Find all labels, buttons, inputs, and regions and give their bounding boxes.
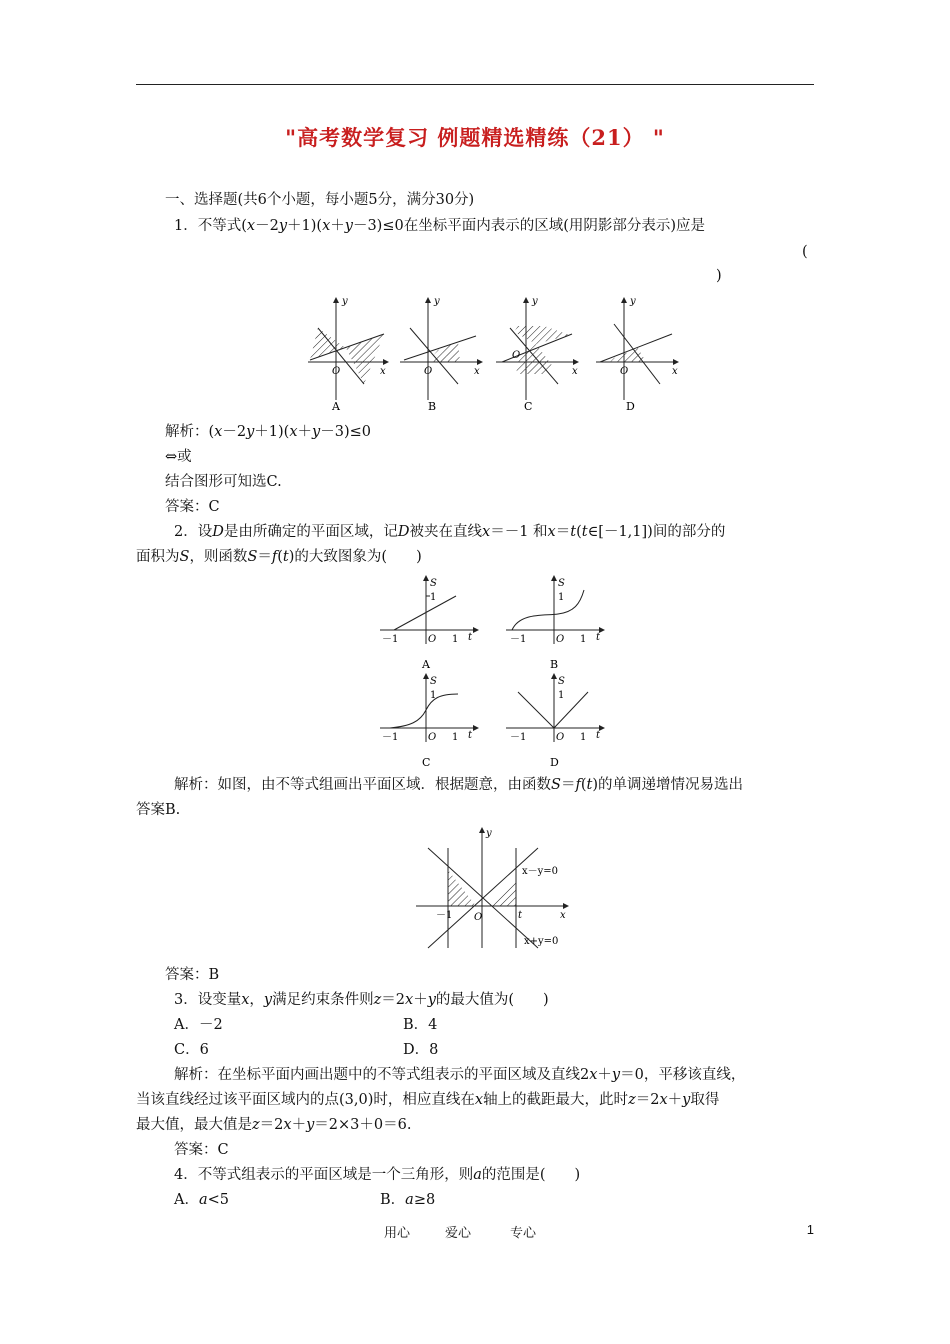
q1-stem: 1．不等式(x－2y＋1)(x＋y－3)≤0在坐标平面内表示的区域(用阴影部分表示)应是 <box>174 218 706 234</box>
svg-text:O: O <box>474 912 483 923</box>
svg-text:x－y=0: x－y=0 <box>522 866 559 877</box>
svg-text:O: O <box>428 634 437 645</box>
q2-fig-b <box>506 576 604 671</box>
svg-text:S: S <box>430 676 437 687</box>
svg-text:1: 1 <box>452 634 459 645</box>
q2-fig-label: C <box>422 756 431 769</box>
q3-stem: 3．设变量x，y满足约束条件则z＝2x＋y的最大值为( ) <box>174 992 549 1008</box>
q1-equiv: ⇔或 <box>165 449 192 465</box>
q3-analysis-line3: 最大值，最大值是z＝2x＋y＝2×3＋0＝6. <box>136 1117 412 1133</box>
svg-text:1: 1 <box>558 592 565 603</box>
q1-fig-label: D <box>626 400 635 413</box>
q4-option-b: B．a≥8 <box>380 1192 436 1208</box>
q2-analysis-line1: 解析：如图，由不等式组画出平面区域．根据题意，由函数S＝f(t)的单调递增情况易选出 <box>174 777 743 793</box>
svg-text:1: 1 <box>452 732 459 743</box>
svg-text:O: O <box>332 366 341 377</box>
svg-text:1: 1 <box>430 592 437 603</box>
svg-text:x: x <box>572 366 578 377</box>
q2-fig-label: B <box>550 658 559 671</box>
q1-figures <box>300 290 690 418</box>
footer-text-1: 用心 <box>384 1226 411 1241</box>
q1-answer: 答案：C <box>165 499 220 515</box>
q1-fig-a <box>308 296 388 413</box>
svg-text:t: t <box>596 730 601 741</box>
q4-option-a: A．a<5 <box>174 1192 230 1208</box>
q3-analysis-line2: 当该直线经过该平面区域内的点(3,0)时，相应直线在x轴上的截距最大，此时z＝2x＋y取得 <box>136 1092 720 1108</box>
footer-text-2: 爱心 <box>445 1226 472 1241</box>
q1-conclusion: 结合图形可知选C. <box>165 474 282 490</box>
header-rule <box>136 84 814 85</box>
svg-text:y: y <box>486 828 492 839</box>
svg-text:O: O <box>620 366 629 377</box>
q2-figures <box>370 572 610 772</box>
svg-text:t: t <box>596 632 601 643</box>
svg-text:y: y <box>434 296 440 307</box>
svg-text:－1: －1 <box>510 732 527 743</box>
svg-text:1: 1 <box>580 634 587 645</box>
svg-text:x: x <box>474 366 480 377</box>
svg-text:1: 1 <box>430 690 437 701</box>
page-number: 1 <box>806 1222 814 1237</box>
svg-text:x: x <box>672 366 678 377</box>
q2-fig-a <box>380 576 478 671</box>
q3-option-c: C．6 <box>174 1042 209 1058</box>
q1-analysis: 解析：(x－2y＋1)(x＋y－3)≤0 <box>165 424 371 440</box>
q1-fig-label: A <box>332 400 340 413</box>
svg-text:t: t <box>468 730 473 741</box>
section-header: 一、选择题(共6个小题，每小题5分，满分30分) <box>165 192 475 208</box>
q1-fig-d <box>596 296 678 413</box>
svg-text:－1: －1 <box>436 910 453 921</box>
q2-analysis-line2: 答案B. <box>136 802 181 818</box>
q3-option-b: B．4 <box>403 1017 438 1033</box>
svg-text:x+y=0: x+y=0 <box>524 936 559 947</box>
q1-fig-c <box>496 296 578 413</box>
svg-text:1: 1 <box>580 732 587 743</box>
svg-text:O: O <box>556 634 565 645</box>
svg-text:－1: －1 <box>510 634 527 645</box>
q3-answer: 答案：C <box>174 1142 229 1158</box>
svg-text:t: t <box>518 910 523 921</box>
q1-fig-label: B <box>428 400 437 413</box>
svg-text:O: O <box>424 366 433 377</box>
svg-text:y: y <box>532 296 538 307</box>
q1-paren-open: ( <box>802 244 808 260</box>
svg-text:x: x <box>380 366 386 377</box>
svg-text:y: y <box>630 296 636 307</box>
q1-paren-close: ) <box>716 268 722 284</box>
svg-text:S: S <box>558 578 565 589</box>
svg-text:x: x <box>560 910 566 921</box>
svg-text:O: O <box>556 732 565 743</box>
q1-fig-label: C <box>524 400 533 413</box>
svg-text:O: O <box>428 732 437 743</box>
svg-text:－1: －1 <box>382 634 399 645</box>
q2-stem-line1: 2．设D是由所确定的平面区域，记D被夹在直线x＝－1 和x＝t(t∈[－1,1])间的部分的 <box>174 524 726 540</box>
page-title: "高考数学复习 例题精选精练（21） " <box>285 125 665 150</box>
svg-text:O: O <box>512 350 521 361</box>
q3-option-d: D．8 <box>403 1042 439 1058</box>
q2-fig-label: A <box>422 658 430 671</box>
svg-text:S: S <box>558 676 565 687</box>
svg-text:y: y <box>342 296 348 307</box>
svg-text:S: S <box>430 578 437 589</box>
svg-text:－1: －1 <box>382 732 399 743</box>
q2-answer: 答案：B <box>165 967 220 983</box>
q2-fig-c <box>380 674 478 769</box>
q2-region-diagram <box>412 824 572 952</box>
q2-fig-label: D <box>550 756 559 769</box>
q2-fig-d <box>506 674 604 769</box>
footer-text-3: 专心 <box>510 1226 537 1241</box>
svg-text:t: t <box>468 632 473 643</box>
q2-stem-line2: 面积为S，则函数S＝f(t)的大致图象为( ) <box>136 549 422 565</box>
q3-analysis-line1: 解析：在坐标平面内画出题中的不等式组表示的平面区域及直线2x＋y＝0，平移该直线， <box>174 1067 746 1083</box>
q4-stem: 4．不等式组表示的平面区域是一个三角形，则a的范围是( ) <box>174 1167 581 1183</box>
q3-option-a: A．－2 <box>174 1017 223 1033</box>
q1-fig-b <box>400 296 482 413</box>
svg-text:1: 1 <box>558 690 565 701</box>
